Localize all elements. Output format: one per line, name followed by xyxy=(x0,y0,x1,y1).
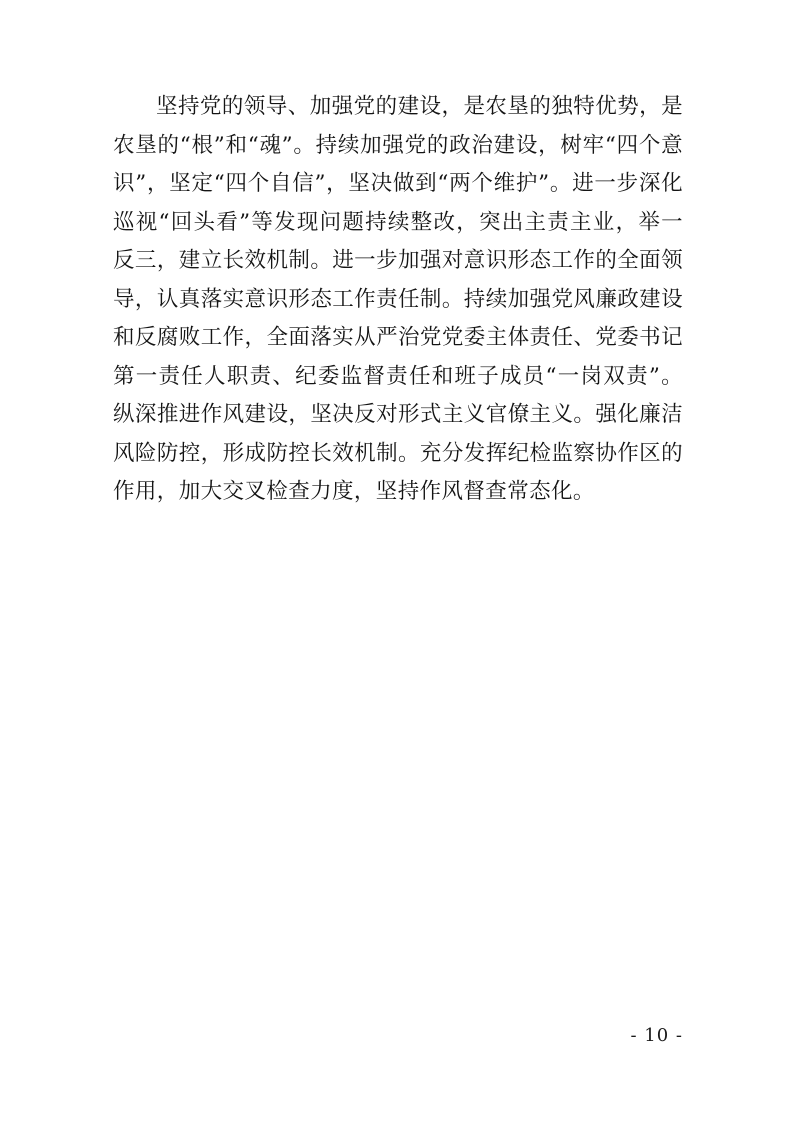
page-footer xyxy=(113,1025,683,1047)
document-body xyxy=(113,88,683,512)
page-number: - 10 - xyxy=(630,1025,683,1046)
paragraph-text: 坚持党的领导、加强党的建设，是农垦的独特优势，是农垦的“根”和“魂”。持续加强党的政治建设，树牢“四个意识”，坚定“四个自信”，坚决做到“两个维护”。进一步深化巡视“回头看”等发现问题持续整改，突出主责主业，举一反三，建立长效机制。进一步加强对意识形态工作的全面领导，认真落实意识形态工作责任制。持续加强党风廉政建设和反腐败工作，全面落实从严治党党委主体责任、党委书记第一责任人职责、纪委监督责任和班子成员“一岗双责”。纵深推进作风建设，坚决反对形式主义官僚主义。强化廉洁风险防控，形成防控长效机制。充分发挥纪检监察协作区的作用，加大交叉检查力度，坚持作风督查常态化。 xyxy=(113,94,683,504)
